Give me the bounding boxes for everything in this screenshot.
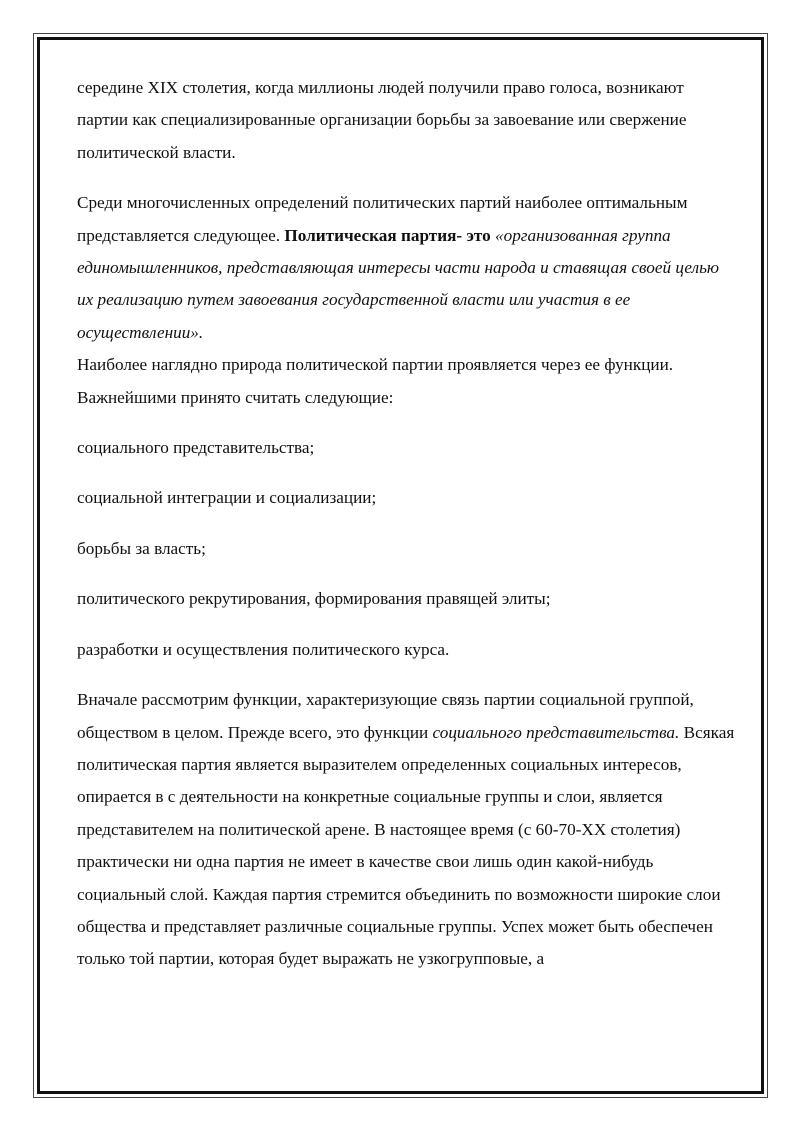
function-item: борьбы за власть;	[77, 538, 206, 558]
paragraph-representation	[77, 684, 737, 976]
paragraph-functions-intro: Наиболее наглядно природа политической партии проявляется через ее функции. Важнейшими принято считать следующие:	[77, 355, 674, 407]
paragraph-history: середине XIX столетия, когда миллионы людей получили право голоса, возникают партии как специализированные организации борьбы за завоевание или свержение политической власти.	[77, 78, 687, 162]
paragraph-definition	[77, 187, 737, 349]
representation-italic: социального представительства.	[432, 722, 680, 742]
representation-start: Вначале рассмотрим функции, характеризующие связь партии социальной группой, обществом в целом. Прежде всего, это функции	[77, 690, 694, 742]
function-item: разработки и осуществления политического курса.	[77, 639, 450, 659]
definition-term: Политическая партия- это	[284, 225, 491, 245]
function-item: социального представительства;	[77, 438, 315, 458]
representation-end: Всякая политическая партия является выразителем определенных социальных интересов, опирается в с деятельности на конкретные социальные группы и слои, является представителем на политической арене. В настоящее время (с 60-70-XX столетия) практически ни одна партия не имеет в качестве свои лишь один какой-нибудь социальный слой. Каждая партия стремится объединить по возможности широкие слои общества и представляет различные социальные группы. Успех может быть обеспечен только той партии, которая будет выражать не узкогрупповые, а	[77, 722, 735, 969]
definition-intro: Среди многочисленных определений политических партий наиболее оптимальным представляется следующее.	[77, 193, 688, 245]
function-item: политического рекрутирования, формирования правящей элиты;	[77, 589, 551, 609]
document-body	[77, 72, 737, 976]
definition-text: «организованная группа единомышленников, представляющая интересы части народа и ставящая своей целью их реализацию путем завоевания государственной власти или участия в ее осуществлении».	[77, 225, 720, 342]
function-item: социальной интеграции и социализации;	[77, 488, 377, 508]
